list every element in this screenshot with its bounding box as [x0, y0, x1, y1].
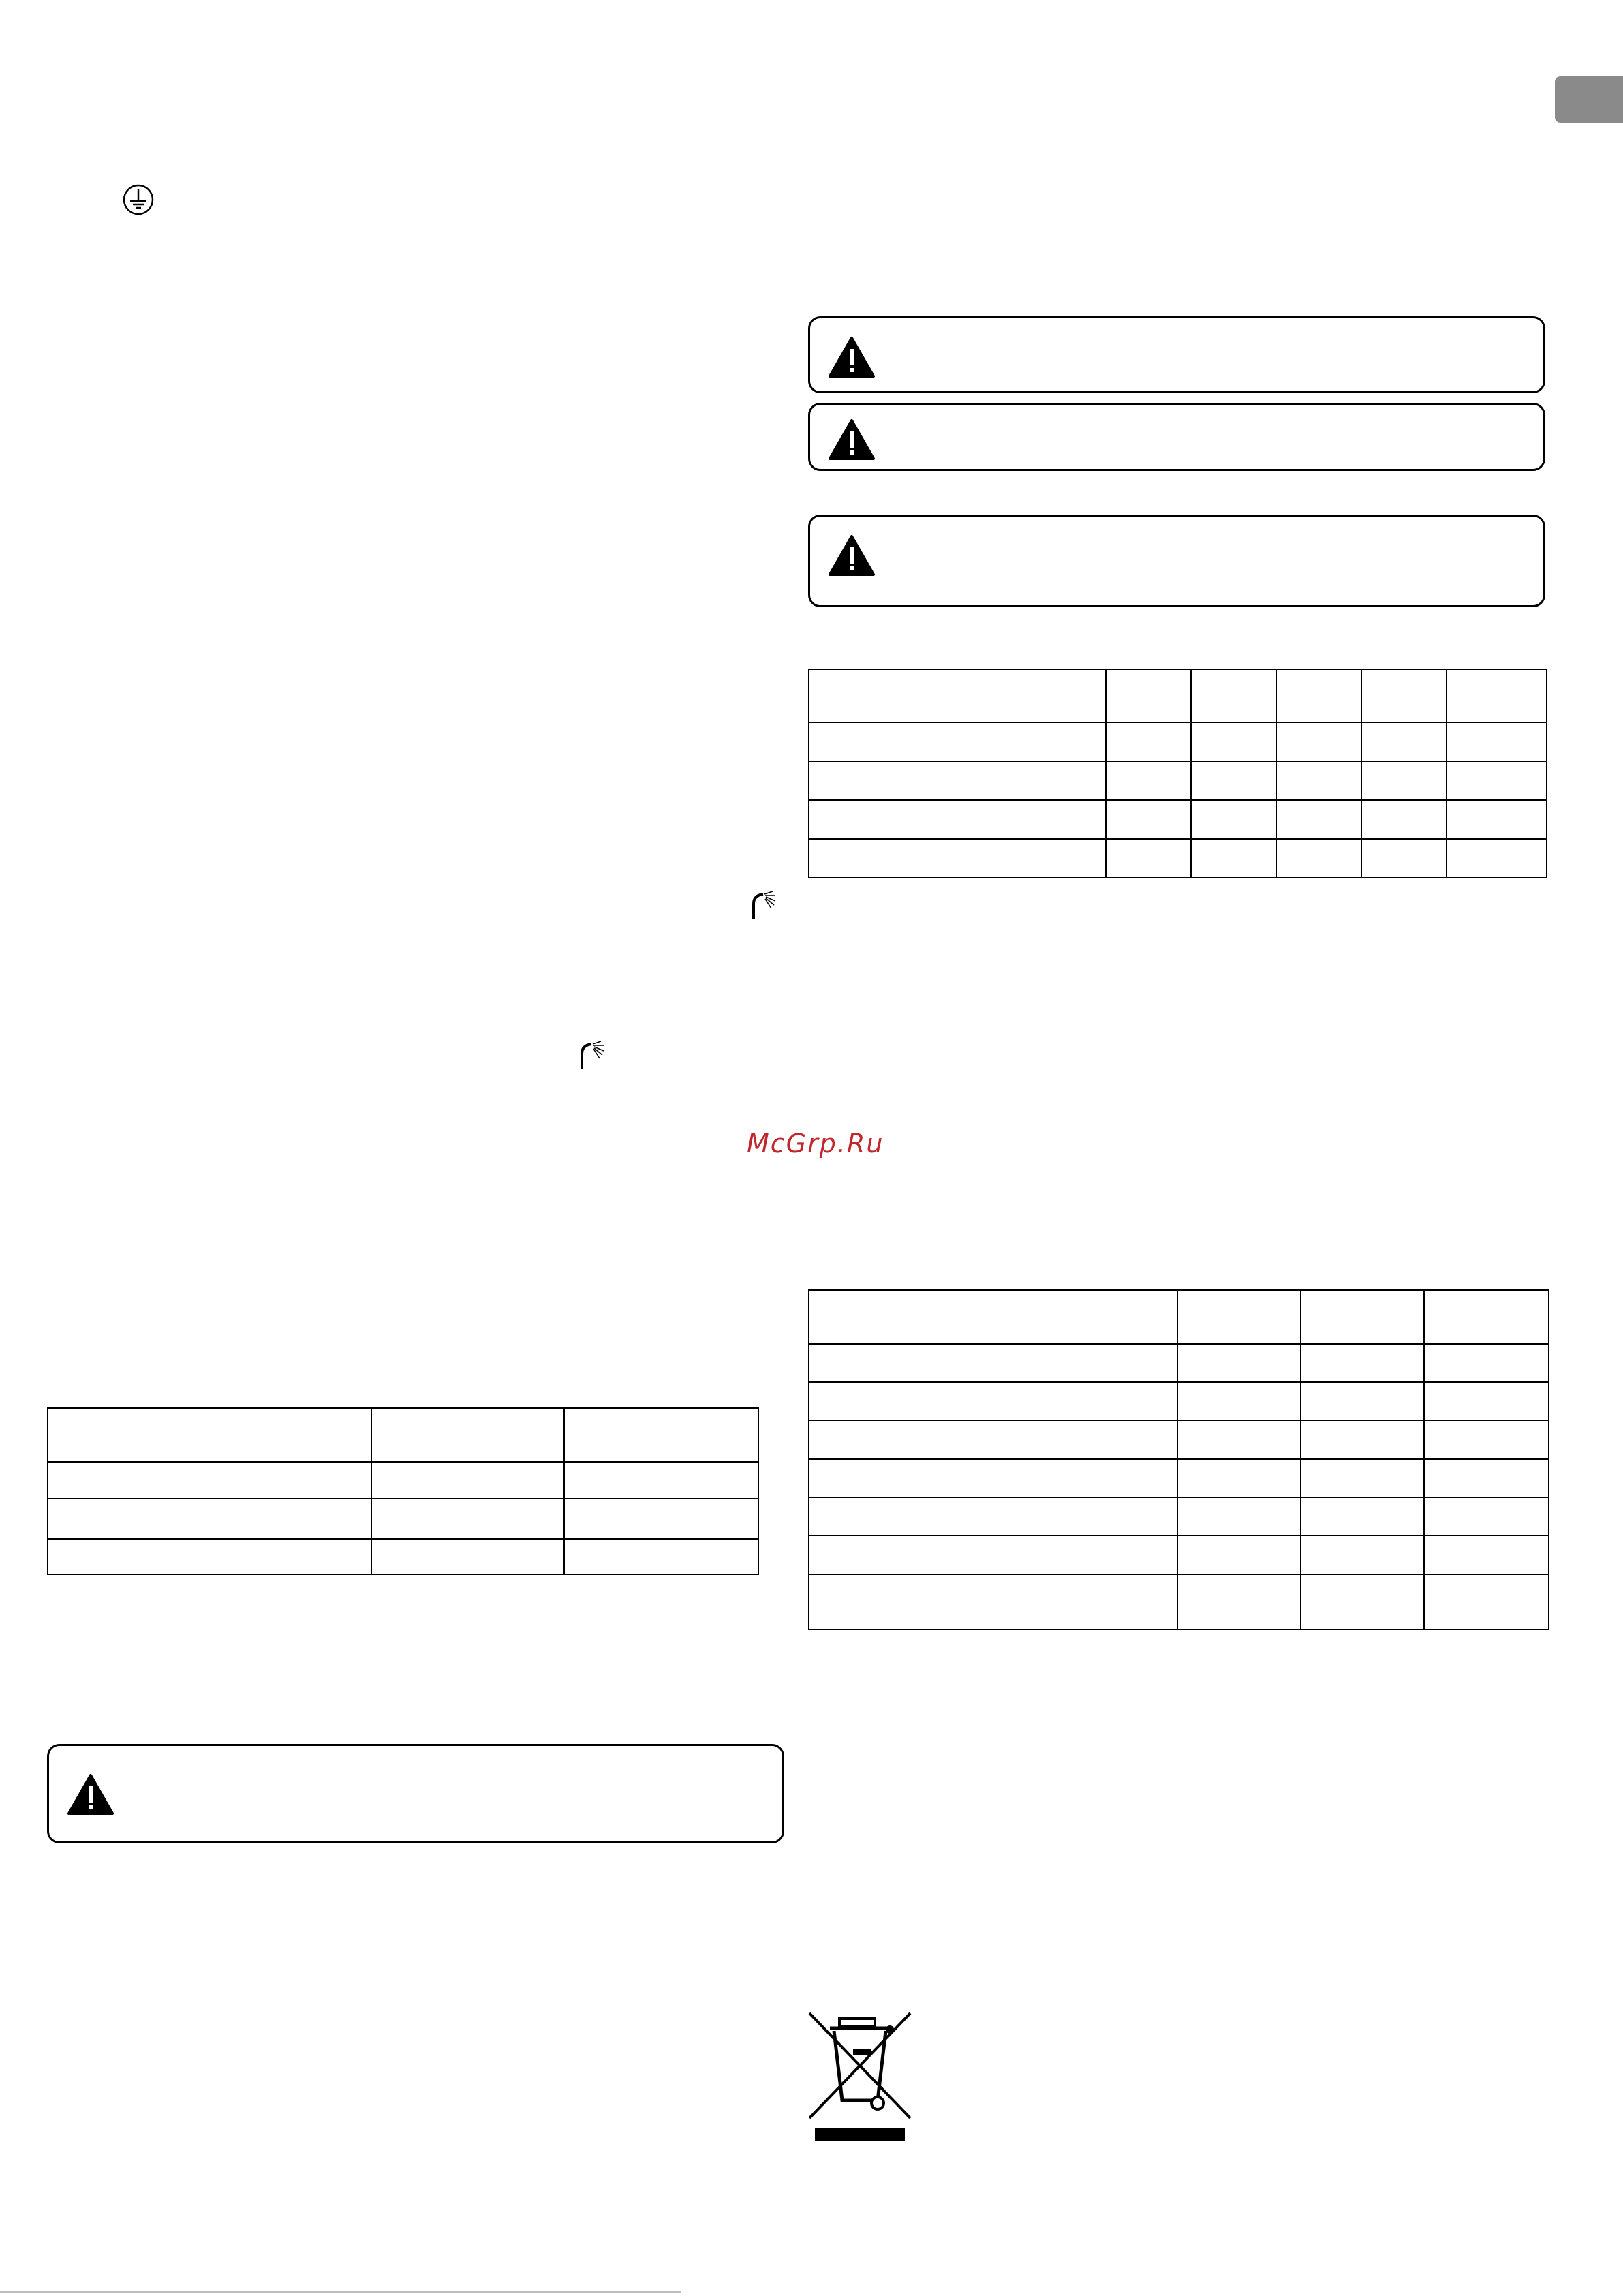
warning-box-4 — [47, 1744, 784, 1843]
warning-box-2 — [808, 403, 1545, 471]
table-row — [809, 761, 1547, 800]
specs-table-2 — [808, 1289, 1549, 1630]
table-row — [809, 1497, 1549, 1535]
footer-rule — [0, 2291, 681, 2293]
warning-triangle-icon — [828, 418, 876, 461]
table-header-row — [48, 1408, 758, 1462]
table-row — [809, 839, 1547, 878]
watermark-text: McGrp.Ru — [747, 1129, 884, 1159]
table-row — [809, 800, 1547, 839]
table-row — [809, 1535, 1549, 1574]
table-row — [809, 1574, 1549, 1629]
warning-triangle-icon — [828, 336, 876, 378]
specs-table-3 — [47, 1407, 759, 1575]
language-tab-marker — [1555, 76, 1623, 123]
table-row — [48, 1539, 758, 1574]
ground-symbol-icon — [121, 183, 155, 217]
steam-nozzle-icon — [749, 890, 785, 920]
table-row — [809, 1420, 1549, 1459]
steam-nozzle-icon — [578, 1040, 613, 1070]
specs-table-1 — [808, 669, 1547, 878]
warning-triangle-icon — [67, 1773, 114, 1816]
crossed-out-wheelie-bin-icon — [807, 2010, 913, 2143]
table-row — [809, 1344, 1549, 1382]
warning-triangle-icon — [828, 534, 876, 577]
table-header-row — [809, 669, 1547, 722]
table-row — [48, 1499, 758, 1539]
table-row — [809, 1459, 1549, 1497]
warning-box-1 — [808, 316, 1545, 393]
table-row — [48, 1462, 758, 1499]
table-row — [809, 1382, 1549, 1420]
table-row — [809, 722, 1547, 761]
warning-box-3 — [808, 515, 1545, 607]
table-header-row — [809, 1290, 1549, 1344]
